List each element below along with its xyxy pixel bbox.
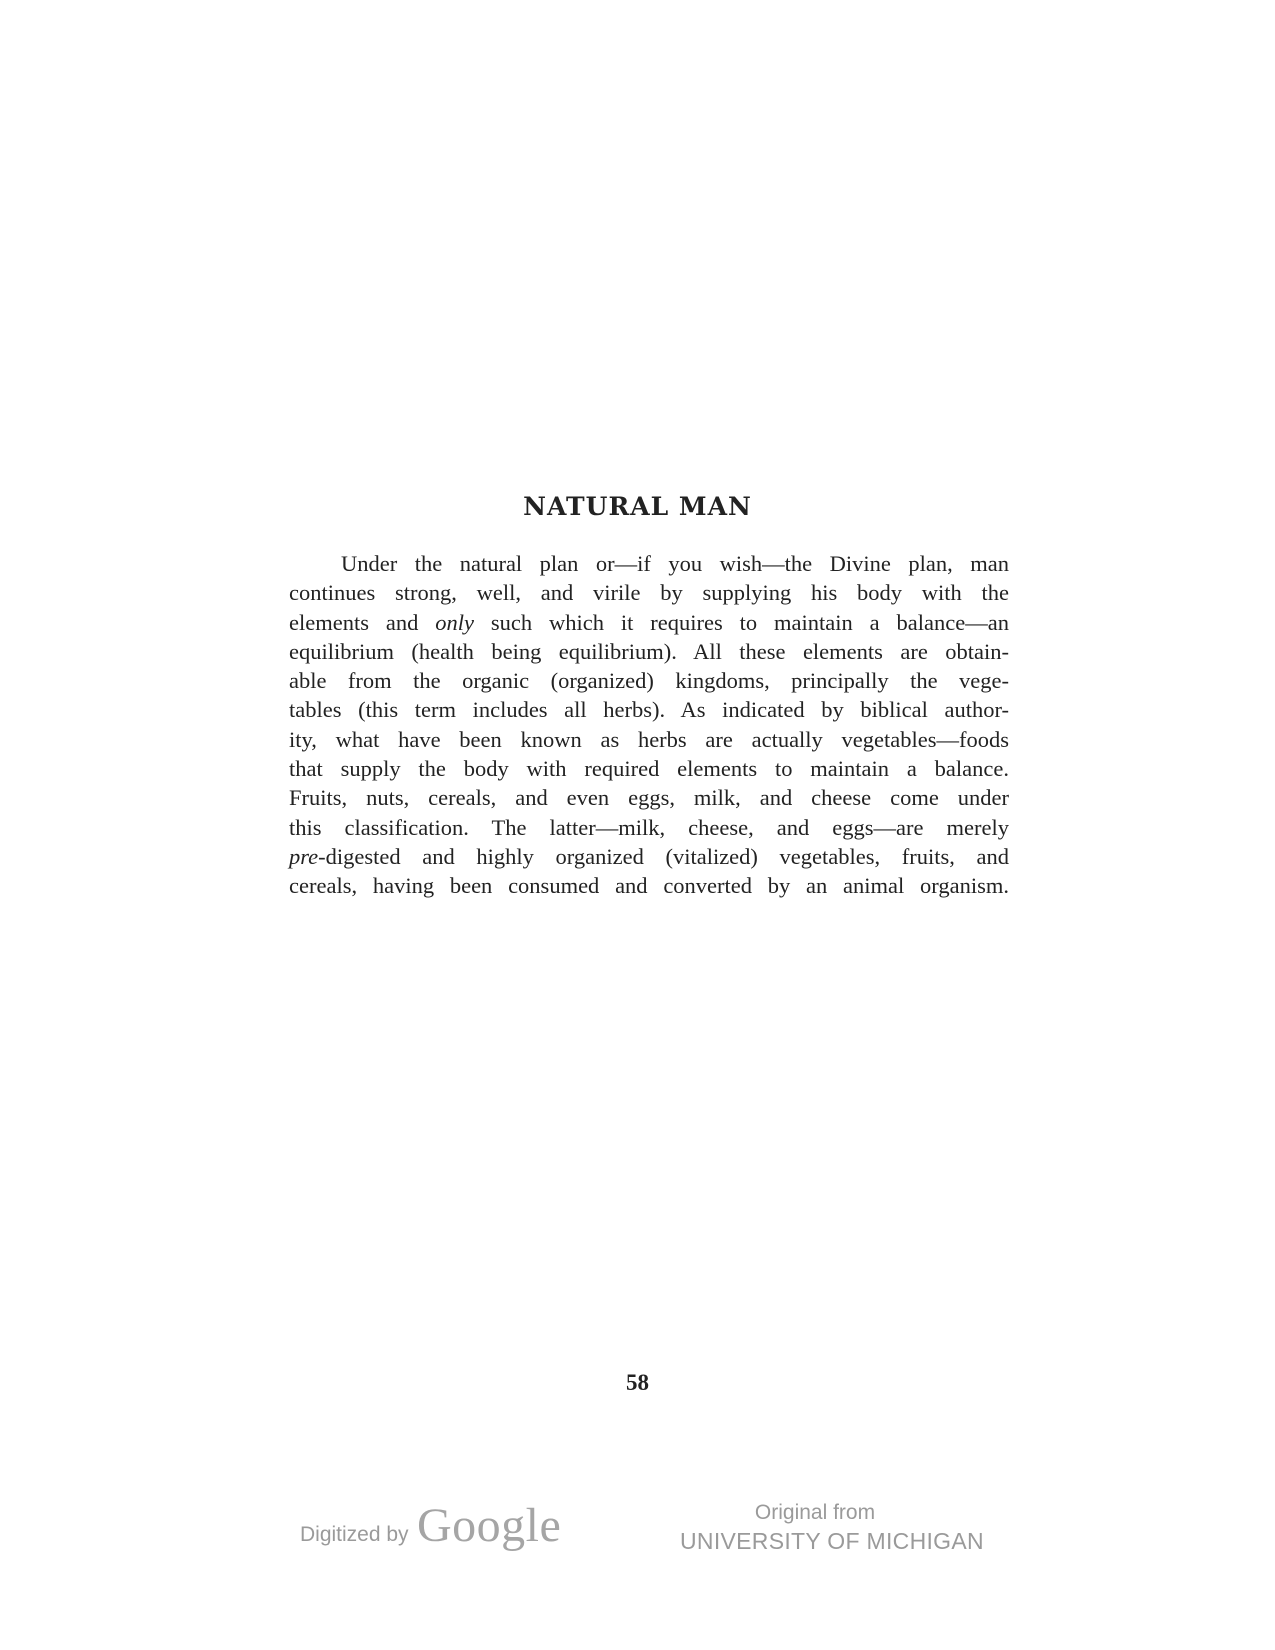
- digitized-by-watermark: [300, 1498, 561, 1553]
- paragraph-line: cereals, having been consumed and converted by an animal organism.: [289, 873, 1009, 899]
- text-run: such which it requires to maintain a balance—an: [474, 609, 1009, 635]
- paragraph-line: equilibrium (health being equilibrium). All these elements are obtain-: [289, 638, 1009, 664]
- text-run: -digested and highly organized (vitalized) vegetables, fruits, and: [318, 843, 1009, 869]
- paragraph-line: tables (this term includes all herbs). As indicated by biblical author-: [289, 697, 1009, 723]
- digitized-prefix: Digitized by: [300, 1523, 409, 1546]
- text-run: elements and: [289, 609, 436, 635]
- paragraph-line: Under the natural plan or—if you wish—the Divine plan, man: [341, 551, 1009, 576]
- page-number: 58: [626, 1370, 649, 1395]
- italic-emphasis: only: [435, 609, 474, 635]
- chapter-title: NATURAL MAN: [523, 492, 752, 521]
- paragraph-line: [289, 842, 1009, 871]
- institution-name: UNIVERSITY OF MICHIGAN: [680, 1528, 984, 1554]
- paragraph-line: continues strong, well, and virile by supplying his body with the: [289, 580, 1009, 606]
- paragraph-line: Fruits, nuts, cereals, and even eggs, milk, and cheese come under: [289, 785, 1009, 811]
- paragraph-line: [289, 608, 1009, 637]
- italic-emphasis: pre: [289, 843, 319, 869]
- paragraph-line: that supply the body with required elements to maintain a balance.: [289, 756, 1009, 782]
- original-from-watermark: [680, 1500, 984, 1556]
- paragraph-line: able from the organic (organized) kingdoms, principally the vege-: [289, 668, 1009, 694]
- paragraph-line: this classification. The latter—milk, cheese, and eggs—are merely: [289, 814, 1009, 840]
- body-paragraph: [289, 549, 1009, 901]
- original-from-label: Original from: [754, 1501, 876, 1524]
- paragraph-line: ity, what have been known as herbs are actually vegetables—foods: [289, 726, 1009, 752]
- google-logo: Google: [417, 1499, 562, 1552]
